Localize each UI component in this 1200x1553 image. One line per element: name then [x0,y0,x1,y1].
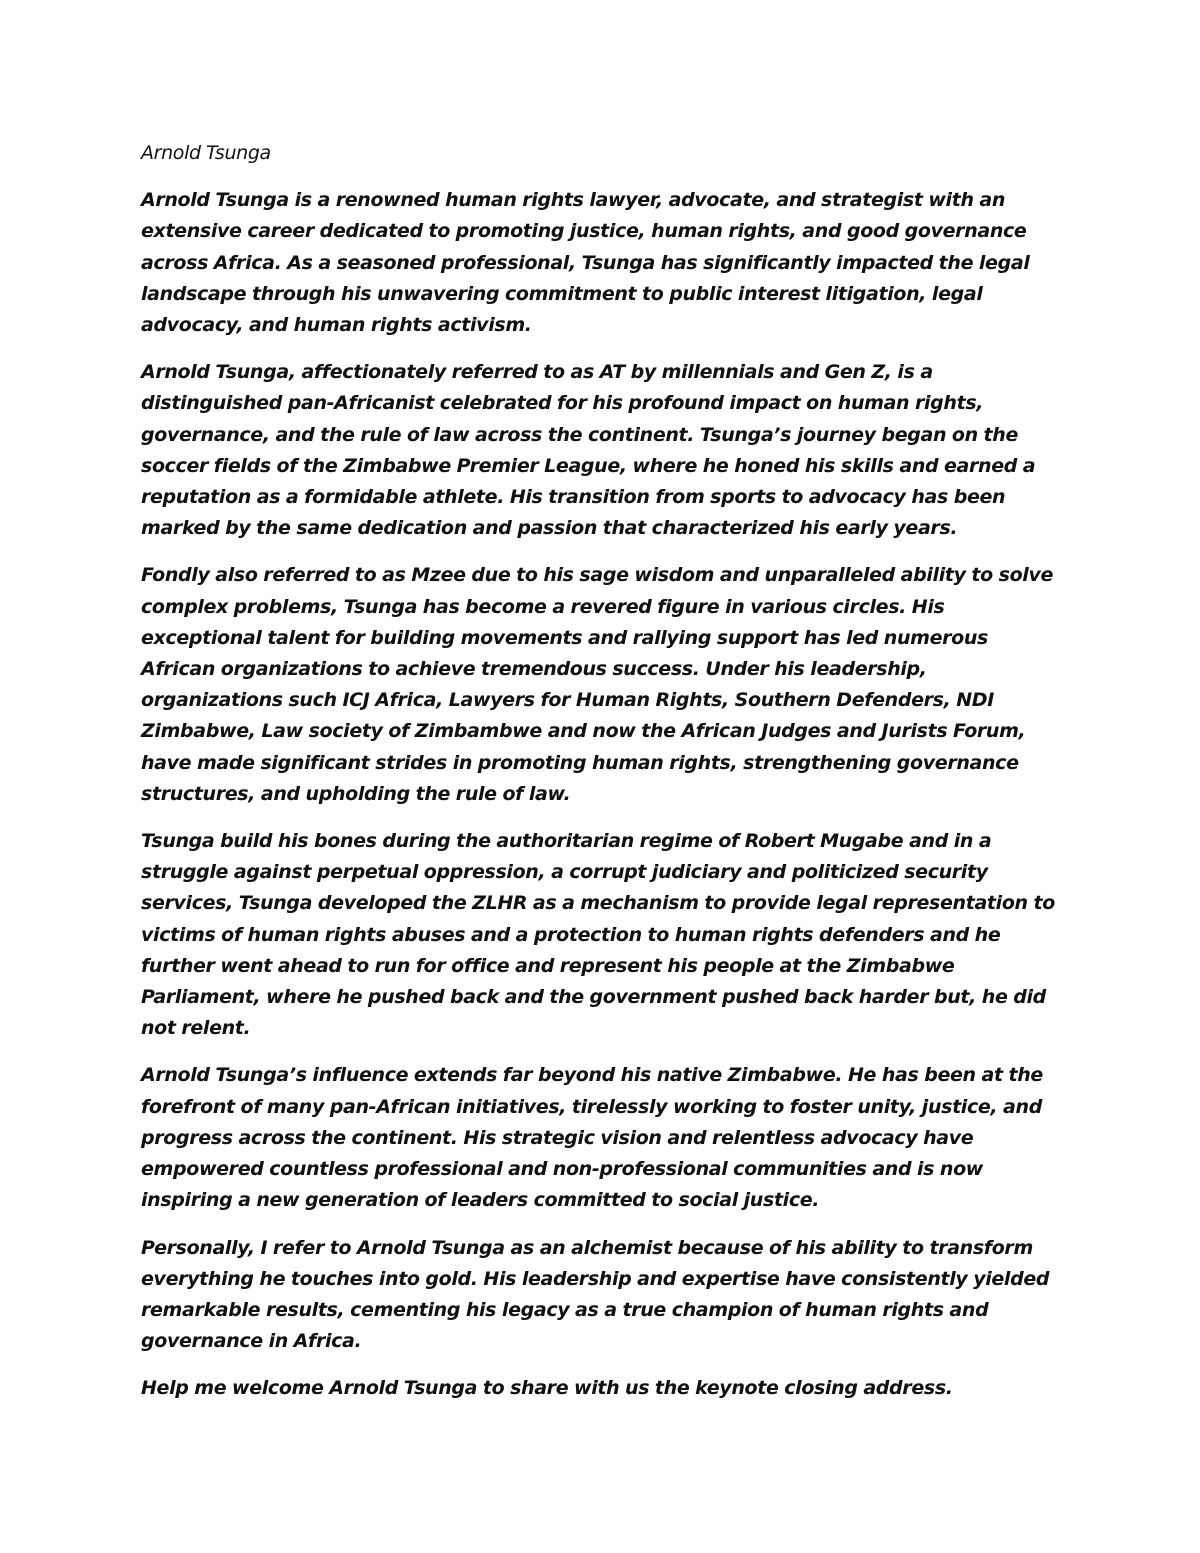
paragraph-zimbabwe-struggle: Tsunga build his bones during the authoritarian regime of Robert Mugabe and in a struggle against perpetual oppression, a corrupt judiciary and politicized security services, Tsunga developed the ZLHR as a mechanism to provide legal representation to victims of human rights abuses and a protection to human rights defenders and he further went ahead to run for office and represent his people at the Zimbabwe Parliament, where he pushed back and the government pushed back harder but, he did not relent. [141,830,1055,1040]
document-body [141,138,1059,1421]
paragraph-early-life: Arnold Tsunga, affectionately referred to as AT by millennials and Gen Z, is a distinguished pan-Africanist celebrated for his profound impact on human rights, governance, and the rule of law across the continent. Tsunga’s journey began on the soccer fields of the Zimbabwe Premier League, where he honed his skills and earned a reputation as a formidable athlete. His transition from sports to advocacy has been marked by the same dedication and passion that characterized his early years. [141,361,1036,540]
paragraph-closing-welcome: Help me welcome Arnold Tsunga to share with us the keynote closing address. [141,1377,953,1400]
paragraph-personal-note: Personally, I refer to Arnold Tsunga as an alchemist because of his ability to transform everything he touches into gold. His leadership and expertise have consistently yielded remarkable results, cementing his legacy as a true champion of human rights and governance in Africa. [141,1236,1050,1353]
paragraph-pan-african-influence: Arnold Tsunga’s influence extends far beyond his native Zimbabwe. He has been at the forefront of many pan-African initiatives, tirelessly working to foster unity, justice, and progress across the continent. His strategic vision and relentless advocacy have empowered countless professional and non-professional communities and is now inspiring a new generation of leaders committed to social justice. [141,1064,1043,1212]
document-title: Arnold Tsunga [141,142,271,164]
paragraph-leadership: Fondly also referred to as Mzee due to his sage wisdom and unparalleled ability to solve complex problems, Tsunga has become a revered figure in various circles. His exceptional talent for building movements and rallying support has led numerous African organizations to achieve tremendous success. Under his leadership, organizations such ICJ Africa, Lawyers for Human Rights, Southern Defenders, NDI Zimbabwe, Law society of Zimbambwe and now the African Judges and Jurists Forum, have made significant strides in promoting human rights, strengthening governance structures, and upholding the rule of law. [141,564,1054,805]
paragraph-introduction: Arnold Tsunga is a renowned human rights lawyer, advocate, and strategist with an extensive career dedicated to promoting justice, human rights, and good governance across Africa. As a seasoned professional, Tsunga has significantly impacted the legal landscape through his unwavering commitment to public interest litigation, legal advocacy, and human rights activism. [141,189,1030,337]
